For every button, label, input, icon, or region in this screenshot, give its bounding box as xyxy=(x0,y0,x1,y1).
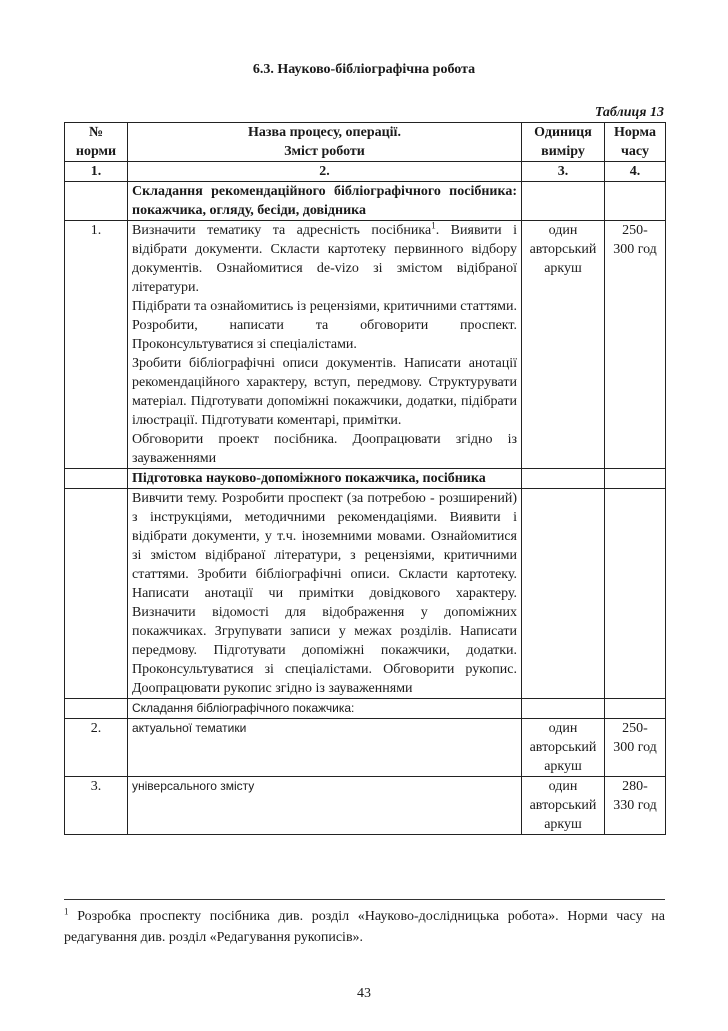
time-norm: 250- 300 год xyxy=(605,719,666,777)
page-number: 43 xyxy=(357,986,371,1001)
table-row xyxy=(65,719,666,777)
section-heading: 6.3. Науково-бібліографічна робота xyxy=(252,62,476,77)
row-name: універсального змісту xyxy=(128,777,522,835)
column-numbers-row xyxy=(65,162,666,182)
section2-content-row xyxy=(65,489,666,699)
time-norm: 250- 300 год xyxy=(605,221,666,469)
row-number: 1. xyxy=(65,221,128,469)
table-row xyxy=(65,221,666,469)
footnote xyxy=(64,906,665,948)
column-number-1: 1. xyxy=(65,162,128,182)
section1-content xyxy=(128,221,522,469)
column-number-3: 3. xyxy=(522,162,605,182)
section2-title-row xyxy=(65,469,666,489)
unit-of-measure: один авторський аркуш xyxy=(522,221,605,469)
header-norm: Норма часу xyxy=(605,123,666,162)
unit-of-measure: один авторський аркуш xyxy=(522,777,605,835)
column-number-2: 2. xyxy=(128,162,522,182)
header-name: Назва процесу, операції. Зміст роботи xyxy=(128,123,522,162)
row-number: 3. xyxy=(65,777,128,835)
footnote-mark: 1 xyxy=(64,906,69,917)
section1-title-row xyxy=(65,182,666,221)
unit-of-measure: один авторський аркуш xyxy=(522,719,605,777)
section3-title: Складання бібліографічного покажчика: xyxy=(128,699,522,719)
footnote-divider xyxy=(64,899,665,900)
norms-table xyxy=(64,122,666,835)
section1-paragraph-4: Обговорити проект посібника. Доопрацювати згідно із зауваженнями xyxy=(132,432,517,466)
section1-paragraph-2: Підібрати та ознайомитись із рецензіями, критичними статтями. Розробити, написати та обговорити проспект. Проконсультуватися зі спеціалістами. xyxy=(132,299,517,352)
table-row xyxy=(65,777,666,835)
row-number: 2. xyxy=(65,719,128,777)
header-unit: Одиниця виміру xyxy=(522,123,605,162)
section1-title: Складання рекомендаційного бібліографічного посібника: покажчика, огляду, бесіди, довідника xyxy=(128,182,522,221)
section1-paragraph-1: Визначити тематику та адресність посібника$^1$. Виявити і відібрати документи. Скласти картотеку первинного відбору документів. Ознайомитися de-vizo зі змістом відібраної літератури. xyxy=(132,220,518,295)
section1-paragraph-3: Зробити бібліографічні описи документів. Написати анотації рекомендаційного характеру, вступ, передмову. Структурувати матеріал. Підготувати допоміжні покажчики, додатки, підібрати ілюстрації. Підготувати коментарі, примітки. xyxy=(132,356,517,428)
footnote-text: Розробка проспекту посібника див. розділ «Науково-дослідницька робота». Норми часу на редагування див. розділ «Редагування рукописів». xyxy=(64,909,665,945)
section2-content: Вивчити тему. Розробити проспект (за потребою - розширений) з інструкціями, методичними рекомендаціями. Виявити і відібрати документи, у т.ч. іноземними мовами. Ознайомитися зі змістом відібраної літератури, з рецензіями, критичними статтями. Зробити бібліографічні описи. Скласти картотеку. Написати анотації чи примітки довідкового характеру. Визначити відомості для відображення у допоміжних покажчиках. Згрупувати записи у межах розділів. Написати передмову. Підготувати допоміжні покажчики, додатки. Проконсультуватися зі спеціалістами. Обговорити рукопис. Доопрацювати рукопис згідно із зауваженнями xyxy=(128,489,522,699)
row-name: актуальної тематики xyxy=(128,719,522,777)
time-norm: 280- 330 год xyxy=(605,777,666,835)
section3-title-row xyxy=(65,699,666,719)
header-number: № норми xyxy=(65,123,128,162)
section2-title: Підготовка науково-допоміжного покажчика, посібника xyxy=(128,469,522,489)
column-number-4: 4. xyxy=(605,162,666,182)
table-caption: Таблиця 13 xyxy=(594,105,664,120)
table-header-row xyxy=(65,123,666,162)
